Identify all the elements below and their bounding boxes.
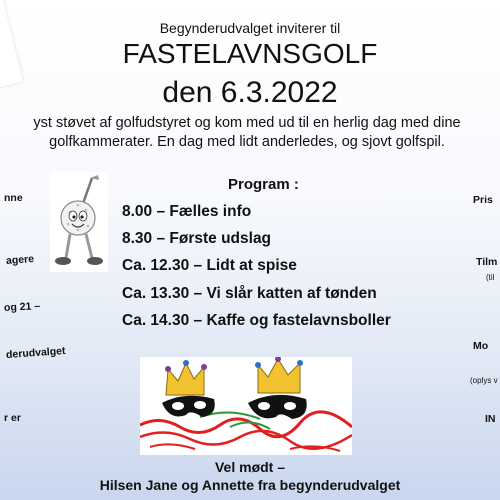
right-edge-text: Tilm (476, 256, 498, 268)
program-item: Ca. 12.30 – Lidt at spise (122, 257, 297, 274)
right-edge-text: Mo (473, 340, 489, 352)
closing-line-1: Vel mødt – (214, 459, 286, 475)
left-edge-text: derudvalget (5, 344, 66, 362)
program-item: Ca. 14.30 – Kaffe og fastelavnsboller (122, 312, 391, 329)
program-item: 8.00 – Fælles info (122, 203, 252, 220)
golf-ball-mascot-icon (50, 172, 108, 272)
left-edge-text: nne (4, 192, 23, 204)
intro-line-1: yst støvet af golfudstyret og kom med ud til en herlig dag med dine (33, 115, 461, 131)
intro-line-2: golfkammerater. En dag med lidt anderledes, og sjovt golfspil. (49, 134, 445, 150)
closing-text (0, 458, 500, 494)
invite-subtitle: Begynderudvalget inviterer til (159, 20, 341, 36)
left-edge-text: og 21 – (3, 300, 41, 314)
carnival-masks-icon (140, 357, 352, 455)
right-edge-text: IN (485, 413, 496, 425)
program-item: 8.30 – Første udslag (122, 230, 272, 247)
program-item: Ca. 13.30 – Vi slår katten af tønden (122, 285, 377, 302)
left-edge-text: r er (4, 412, 21, 424)
right-edge-text: Pris (473, 194, 493, 206)
left-edge-text: agere (5, 253, 35, 267)
right-edge-note: (til (486, 273, 495, 282)
right-edge-note: (oplys v (470, 376, 498, 385)
program-heading: Program : (228, 176, 299, 193)
closing-line-2: Hilsen Jane og Annette fra begynderudvalget (99, 477, 401, 493)
event-title: FASTELAVNSGOLF (122, 38, 378, 69)
event-date: den 6.3.2022 (162, 76, 338, 109)
intro-text (0, 114, 500, 152)
